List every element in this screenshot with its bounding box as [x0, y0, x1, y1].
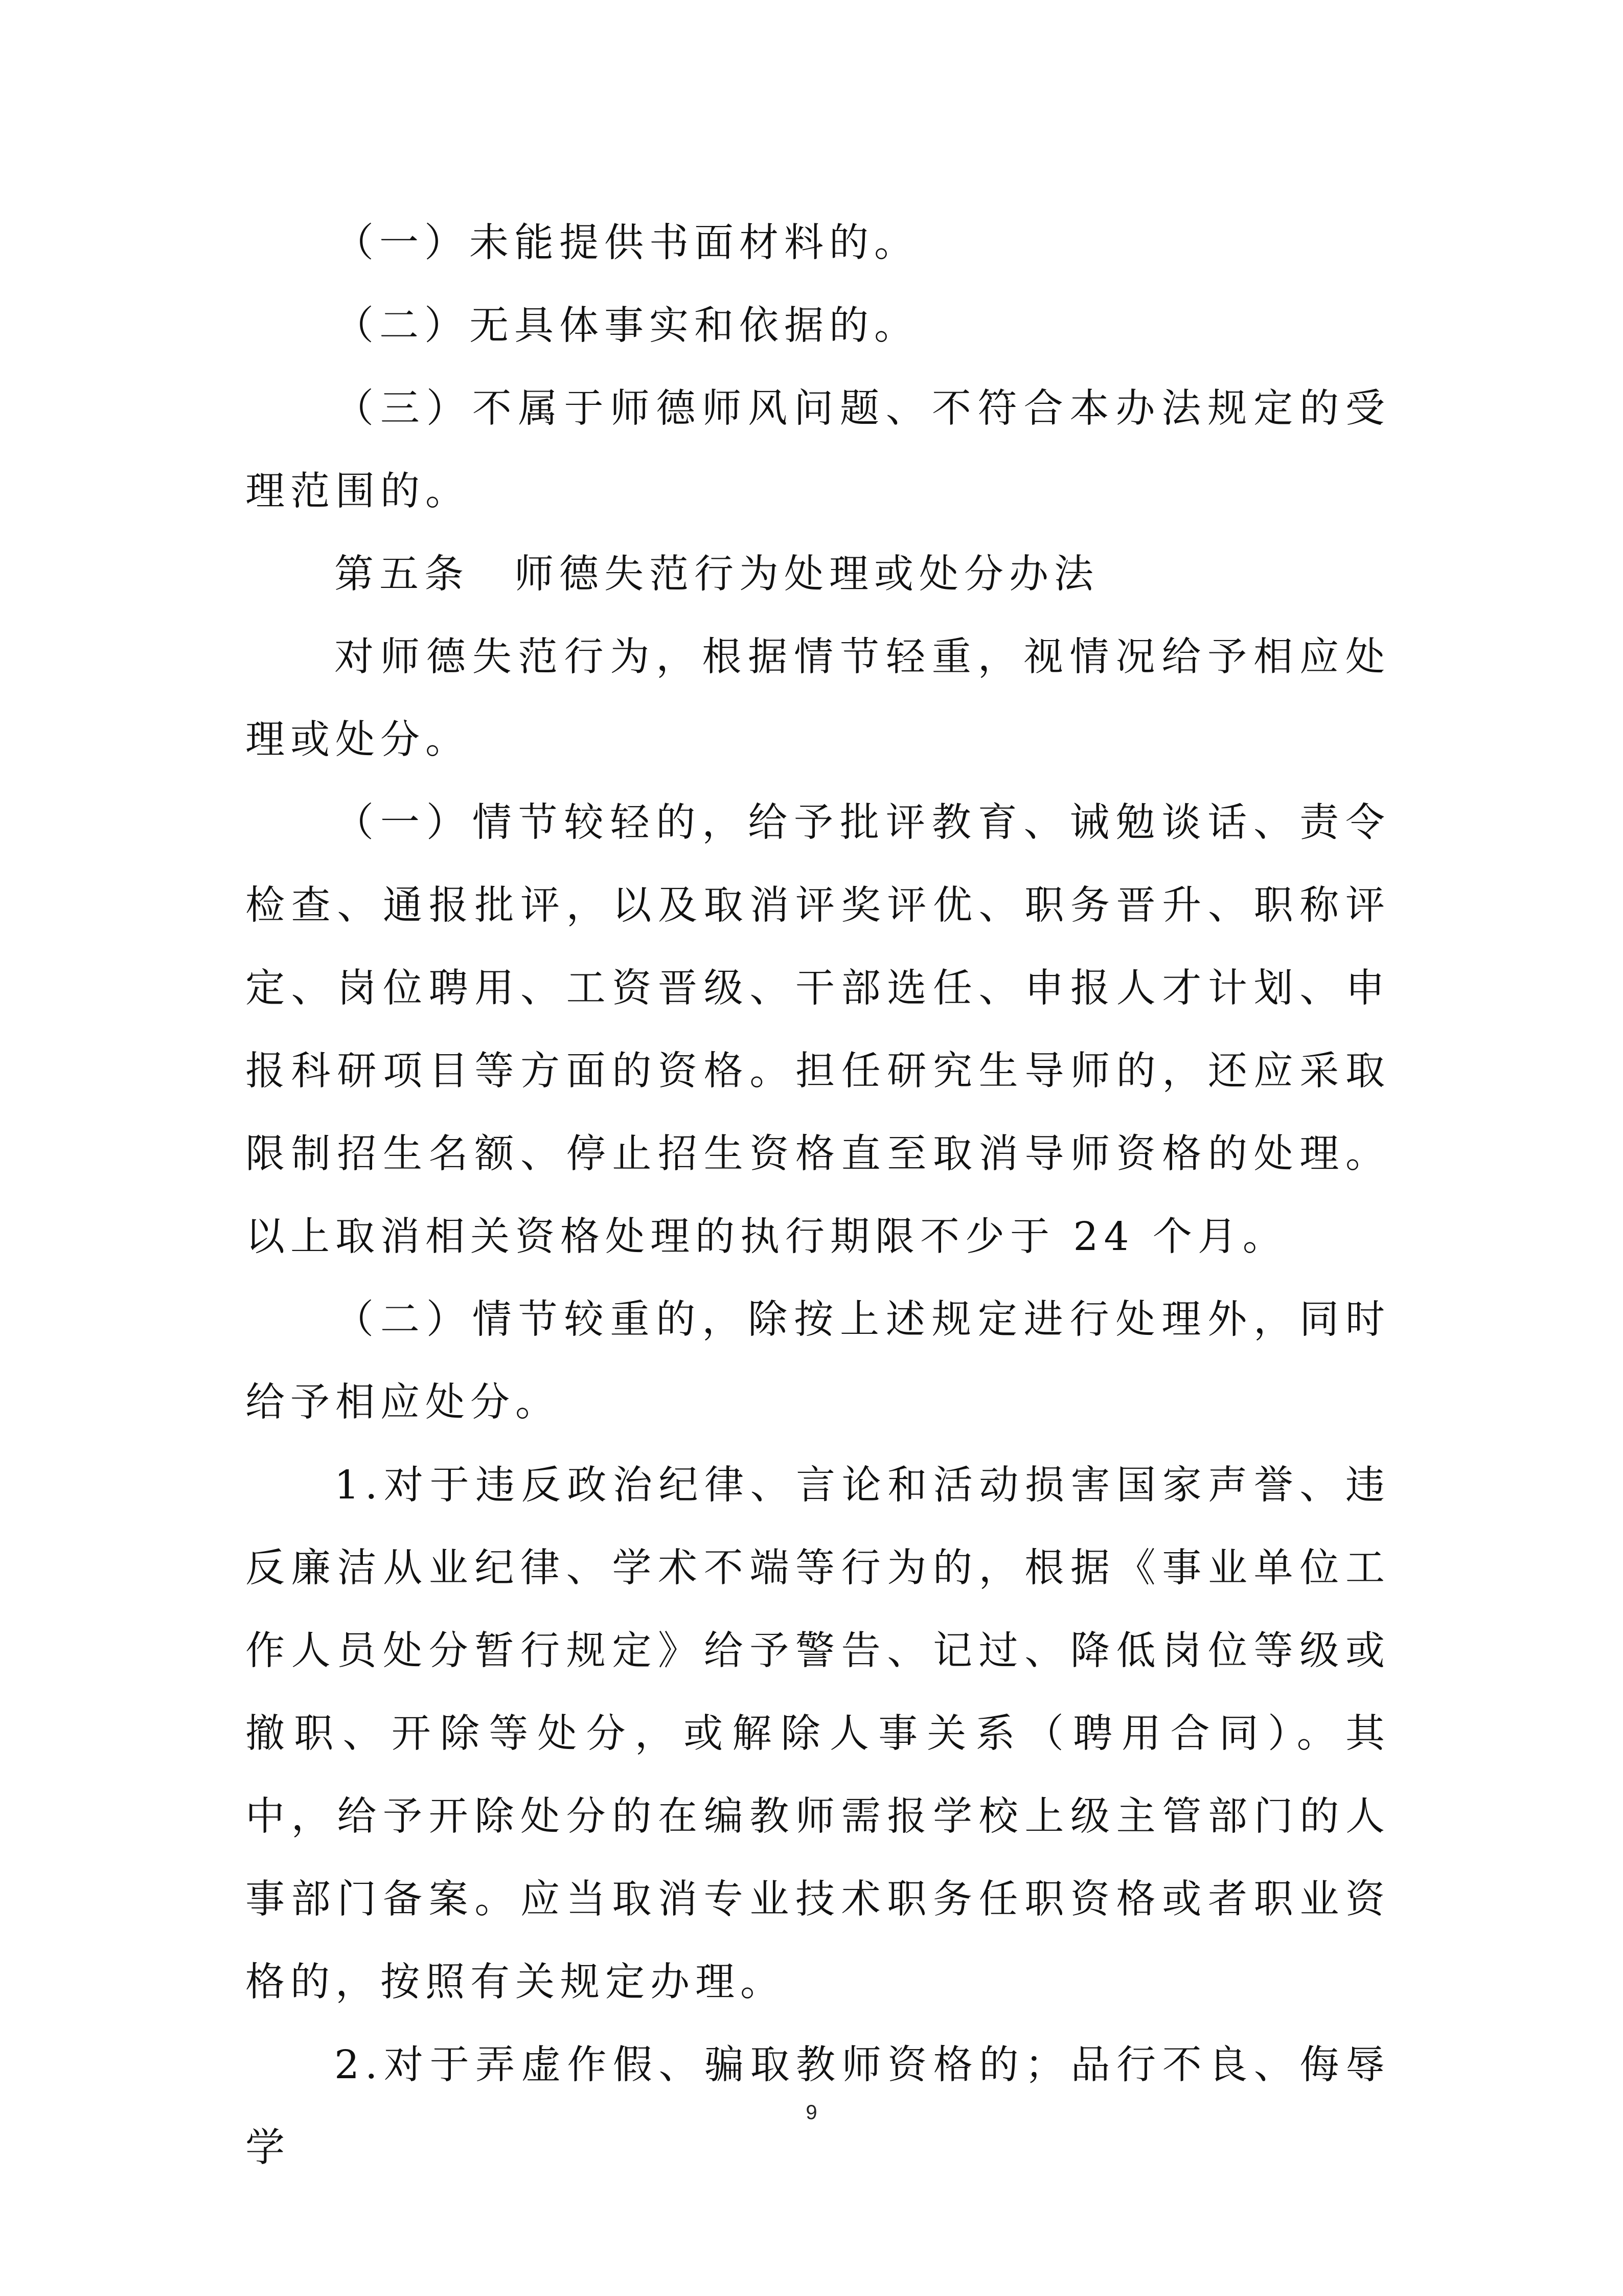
paragraph-intro: 对师德失范行为，根据情节轻重，视情况给予相应处理或处分。 [245, 634, 1390, 763]
page-body [245, 202, 1390, 2190]
article-heading: 第五条 师德失范行为处理或处分办法 [334, 552, 1099, 597]
paragraph-item-3: （三）不属于师德师风问题、不符合本办法规定的受理范围的。 [245, 386, 1390, 514]
paragraph-minor-case: （一）情节较轻的，给予批评教育、诫勉谈话、责令检查、通报批评，以及取消评奖评优、职务晋升、职称评定、岗位聘用、工资晋级、干部选任、申报人才计划、申报科研项目等方面的资格。担任研究生导师的，还应采取限制招生名额、停止招生资格直至取消导师资格的处理。以上取消相关资格处理的执行期限不少于 24 个月。 [245, 800, 1390, 1260]
paragraph-clause-1: 1.对于违反政治纪律、言论和活动损害国家声誉、违反廉洁从业纪律、学术不端等行为的，根据《事业单位工作人员处分暂行规定》给予警告、记过、降低岗位等级或撤职、开除等处分，或解除人事关系（聘用合同）。其中，给予开除处分的在编教师需报学校上级主管部门的人事部门备案。应当取消专业技术职务任职资格或者职业资格的，按照有关规定办理。 [245, 1463, 1390, 2005]
paragraph-clause-2: 2.对于弄虚作假、骗取教师资格的；品行不良、侮辱学 [245, 2042, 1390, 2171]
paragraph-serious-case: （二）情节较重的，除按上述规定进行处理外，同时给予相应处分。 [245, 1297, 1390, 1425]
paragraph-item-1: （一）未能提供书面材料的。 [334, 220, 919, 266]
paragraph-item-2: （二）无具体事实和依据的。 [334, 303, 919, 349]
page-number: 9 [806, 2101, 817, 2124]
